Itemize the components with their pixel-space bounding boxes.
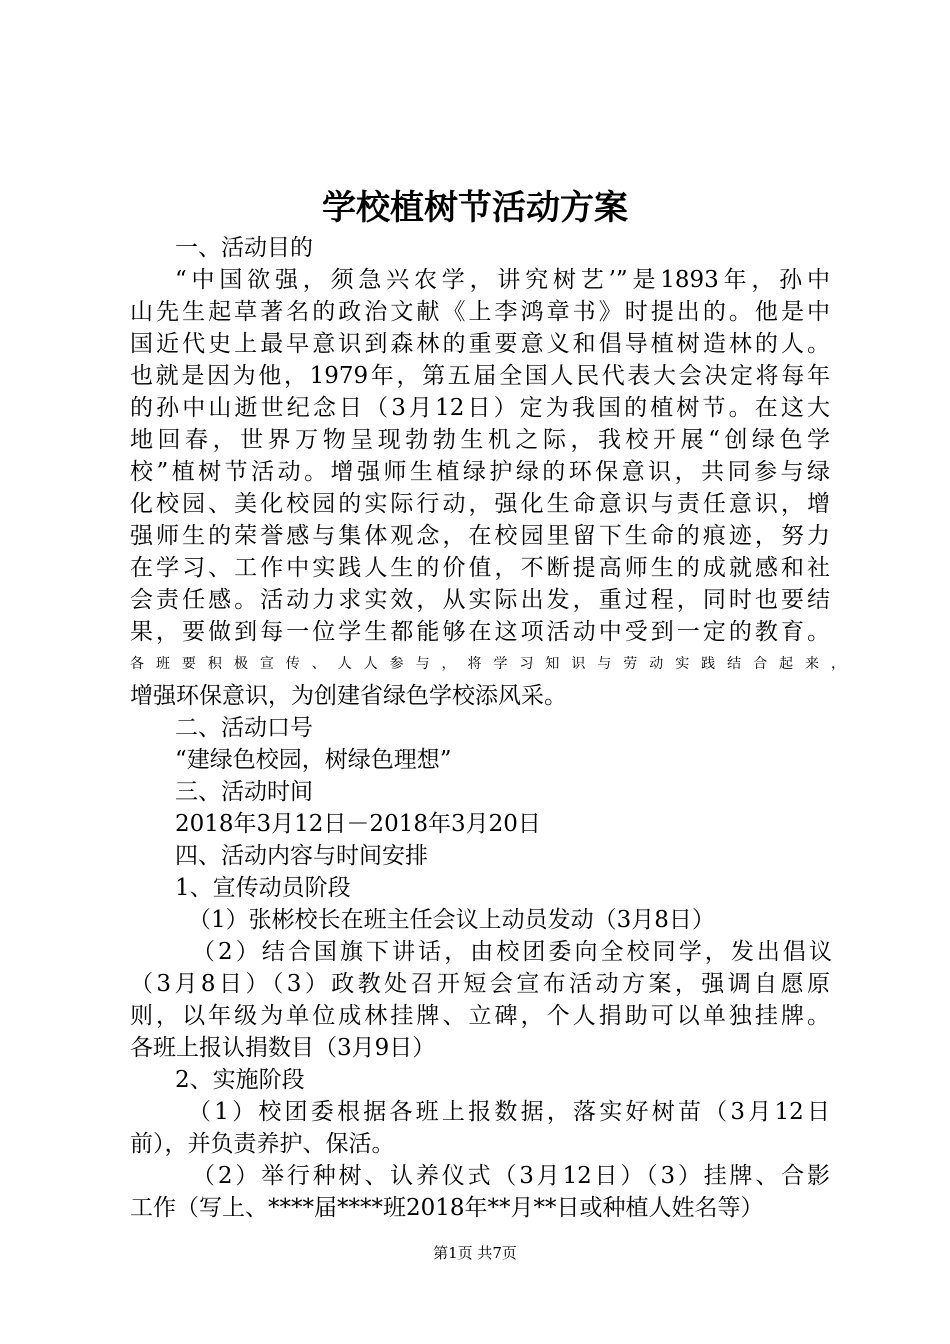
paragraph-line: 的孙中山逝世纪念日（3月12日）定为我国的植树节。在这大 bbox=[130, 395, 830, 421]
section-heading-content: 四、活动内容与时间安排 bbox=[175, 843, 428, 869]
paragraph-line: 工作（写上、****届****班2018年**月**日或种植人姓名等） bbox=[130, 1195, 764, 1221]
page-indicator: 第1页 共7页 bbox=[433, 1244, 517, 1262]
subsection-heading-mobilization: 1、宣传动员阶段 bbox=[175, 875, 351, 901]
section-heading-purpose: 一、活动目的 bbox=[175, 235, 313, 261]
paragraph-line: 各班上报认捐数目（3月9日） bbox=[130, 1035, 436, 1061]
list-item: （2）举行种树、认养仪式（3月12日）（3）挂牌、合影 bbox=[192, 1163, 830, 1189]
paragraph-line: 果，要做到每一位学生都能够在这项活动中受到一定的教育。 bbox=[130, 619, 830, 645]
paragraph-line: 也就是因为他，1979年，第五届全国人民代表大会决定将每年 bbox=[130, 363, 830, 389]
paragraph-line: 在学习、工作中实践人生的价值，不断提高师生的成就感和社 bbox=[130, 555, 830, 581]
list-item: （1）校团委根据各班上报数据，落实好树苗（3月12日 bbox=[188, 1099, 830, 1125]
section-heading-slogan: 二、活动口号 bbox=[175, 715, 313, 741]
paragraph-line: 地回春，世界万物呈现勃勃生机之际，我校开展“创绿色学 bbox=[130, 427, 830, 453]
paragraph-line: 会责任感。活动力求实效，从实际出发，重过程，同时也要结 bbox=[130, 587, 830, 613]
paragraph-line: 则，以年级为单位成林挂牌、立碑，个人捐助可以单独挂牌。 bbox=[130, 1003, 830, 1029]
paragraph-line: 增强环保意识，为创建省绿色学校添风采。 bbox=[130, 683, 567, 709]
paragraph-line: “中国欲强，须急兴农学，讲究树艺’”是1893年，孙中 bbox=[175, 267, 830, 293]
activity-date-range: 2018年3月12日－2018年3月20日 bbox=[175, 811, 541, 837]
section-heading-time: 三、活动时间 bbox=[175, 779, 313, 805]
paragraph-line: （3月8日）（3）政教处召开短会宣布活动方案，强调自愿原 bbox=[130, 971, 830, 997]
document-title: 学校植树节活动方案 bbox=[322, 188, 628, 228]
paragraph-line: 山先生起草著名的政治文献《上李鸿章书》时提出的。他是中 bbox=[130, 299, 830, 325]
slogan-text: “建绿色校园，树绿色理想” bbox=[175, 747, 452, 773]
paragraph-line: 国近代史上最早意识到森林的重要意义和倡导植树造林的人。 bbox=[130, 331, 830, 357]
list-item: （2）结合国旗下讲话，由校团委向全校同学，发出倡议 bbox=[192, 939, 832, 965]
paragraph-line: 强师生的荣誉感与集体观念，在校园里留下生命的痕迹，努力 bbox=[130, 523, 830, 549]
paragraph-line: 化校园、美化校园的实际行动，强化生命意识与责任意识，增 bbox=[130, 491, 830, 517]
subsection-heading-implementation: 2、实施阶段 bbox=[175, 1067, 305, 1093]
list-item: （1）张彬校长在班主任会议上动员发动（3月8日） bbox=[188, 907, 715, 933]
paragraph-line: 各班要积极宣传、人人参与，将学习知识与劳动实践结合起来， bbox=[130, 656, 845, 672]
paragraph-line: 校”植树节活动。增强师生植绿护绿的环保意识，共同参与绿 bbox=[130, 459, 830, 485]
paragraph-line: 前），并负责养护、保活。 bbox=[130, 1131, 395, 1157]
